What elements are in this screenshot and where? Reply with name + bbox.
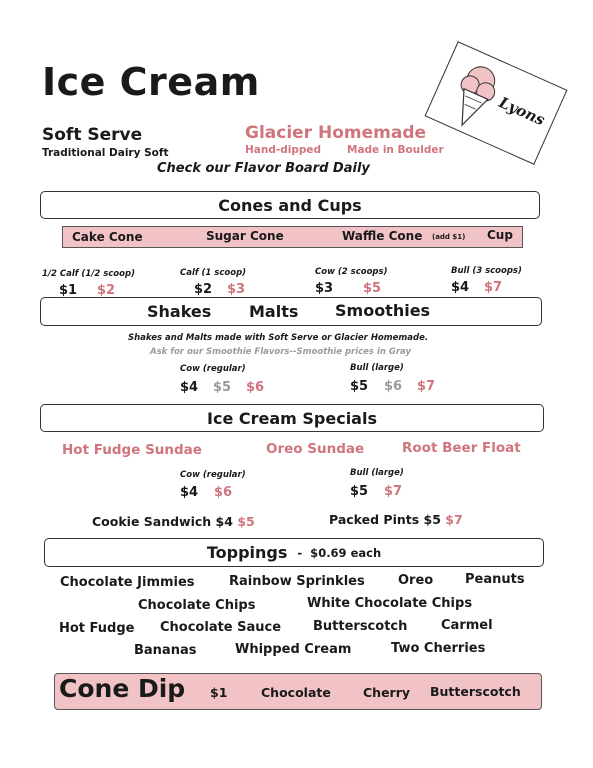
soft-serve-heading: Soft Serve [42,125,143,145]
topping-bananas: Bananas [134,643,197,658]
specials-cow-alt: $6 [214,485,233,500]
size-bull-price: $4 [451,280,470,295]
cup: Cup [487,228,513,242]
topping-whipped-cream: Whipped Cream [235,642,352,657]
size-half-calf-label: 1/2 Calf (1/2 scoop) [42,269,135,279]
waffle-cone-note: (add $1) [432,233,466,241]
oreo-sundae: Oreo Sundae [266,441,365,457]
cake-cone: Cake Cone [72,230,143,244]
cone-dip-title: Cone Dip [59,674,186,703]
topping-chocolate-jimmies: Chocolate Jimmies [60,575,195,590]
glacier-sub-2: Made in Boulder [347,144,444,156]
cone-dip-chocolate: Chocolate [261,685,331,700]
topping-peanuts: Peanuts [465,572,525,587]
specials-bull-alt: $7 [384,484,403,499]
specials-header-box [40,404,544,432]
topping-oreo: Oreo [398,573,434,588]
specials-bull-price: $5 [350,484,369,499]
soft-serve-sub: Traditional Dairy Soft [42,147,169,159]
glacier-heading: Glacier Homemade [245,123,427,143]
size-half-calf-alt: $2 [97,283,116,298]
page-title: Ice Cream [42,60,260,104]
shakes-cow-alt: $6 [246,380,265,395]
topping-butterscotch: Butterscotch [313,619,408,634]
topping-chocolate-sauce: Chocolate Sauce [160,620,282,635]
packed-pints [329,512,463,527]
size-calf-price: $2 [194,282,213,297]
size-calf-alt: $3 [227,282,246,297]
shakes-bull-alt: $7 [417,379,436,394]
topping-carmel: Carmel [441,618,493,633]
shakes-bull-smoothie: $6 [384,379,403,394]
topping-two-cherries: Two Cherries [391,641,486,656]
glacier-sub-1: Hand-dipped [245,144,322,156]
cones-header: Cones and Cups [218,195,362,215]
shakes-bull-label: Bull (large) [350,363,404,373]
topping-hot-fudge: Hot Fudge [59,621,135,636]
cookie-sandwich-alt: $5 [237,514,255,529]
cone-dip-cherry: Cherry [363,685,411,700]
size-cow-label: Cow (2 scoops) [315,267,388,277]
shakes-header-box [40,297,542,326]
cones-header-box [40,191,540,219]
specials-bull-label: Bull (large) [350,468,404,478]
cone-dip-butterscotch: Butterscotch [430,684,521,699]
cookie-sandwich [92,514,255,529]
cookie-sandwich-label: Cookie Sandwich $4 [92,514,233,529]
smoothie-note: Ask for our Smoothie Flavors--Smoothie prices in Gray [150,347,412,357]
ice-cream-cone-logo-icon [426,42,566,163]
root-beer-float: Root Beer Float [402,440,521,456]
sugar-cone: Sugar Cone [206,229,284,243]
specials-cow-price: $4 [180,485,199,500]
specials-cow-label: Cow (regular) [180,470,246,480]
size-bull-alt: $7 [484,280,503,295]
packed-pints-label: Packed Pints $5 [329,512,441,527]
hot-fudge-sundae: Hot Fudge Sundae [62,442,202,458]
shakes-cow-label: Cow (regular) [180,364,246,374]
toppings-header: Toppings [206,543,288,562]
size-cow-price: $3 [315,281,334,296]
smoothies-header: Smoothies [335,301,431,320]
shakes-cow-smoothie: $5 [213,380,232,395]
lyons-logo [425,41,568,165]
packed-pints-alt: $7 [445,512,463,527]
malts-header: Malts [249,302,299,321]
logo-text: Lyons [496,93,548,130]
shakes-note: Shakes and Malts made with Soft Serve or Glacier Homemade. [128,333,429,343]
shakes-header: Shakes [147,302,212,321]
waffle-cone: Waffle Cone [342,229,423,243]
flavor-board-note: Check our Flavor Board Daily [157,161,370,176]
topping-white-chocolate-chips: White Chocolate Chips [307,596,473,611]
cone-dip-price: $1 [210,685,228,700]
size-calf-label: Calf (1 scoop) [180,268,247,278]
shakes-cow-price: $4 [180,380,199,395]
topping-rainbow-sprinkles: Rainbow Sprinkles [229,574,365,589]
toppings-price: - $0.69 each [297,545,382,560]
size-half-calf-price: $1 [59,283,78,298]
toppings-header-box [44,538,544,567]
size-bull-label: Bull (3 scoops) [451,266,522,276]
specials-header: Ice Cream Specials [207,408,377,428]
shakes-bull-price: $5 [350,379,369,394]
topping-chocolate-chips: Chocolate Chips [138,598,256,613]
size-cow-alt: $5 [363,281,382,296]
